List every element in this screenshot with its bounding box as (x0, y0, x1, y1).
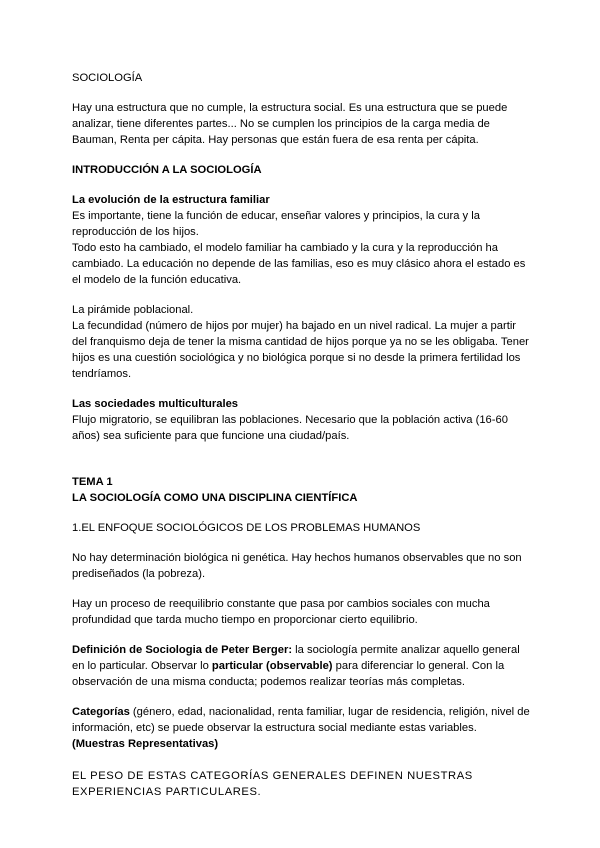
berger-label: Definición de Sociologia de Peter Berger: (72, 644, 293, 656)
piramide-title: La pirámide poblacional. (72, 304, 194, 316)
muestras-label: (Muestras Representativas) (72, 738, 219, 750)
categorias-text: (género, edad, nacionalidad, renta familiar, lugar de residencia, religión, nivel de información, etc) se puede observar la estructura social mediante estas variables. (72, 706, 530, 734)
multicultural-heading: Las sociedades multiculturales (72, 398, 239, 410)
berger-text-1: la sociología permite analizar aquello general en lo particular. Observar lo (72, 644, 520, 672)
document-title: SOCIOLOGÍA (72, 72, 143, 84)
tema-paragraph-1: No hay determinación biológica ni genética. Hay hechos humanos observables que no son prediseñados (la pobreza). (72, 552, 522, 580)
intro-heading: INTRODUCCIÓN A LA SOCIOLOGÍA (72, 164, 262, 176)
familia-heading: La evolución de la estructura familiar (72, 194, 270, 206)
categorias-label: Categorías (72, 706, 130, 718)
berger-text-2: para diferenciar lo general. Con la observación de una misma conducta; podemos realizar teorías más completas. (72, 660, 505, 688)
piramide-paragraph: La fecundidad (número de hijos por mujer) ha bajado en un nivel radical. La mujer a partir del franquismo deja de tener la misma cantidad de hijos porque ya no se les obligaba. Tener hijos es una cuestión sociológica y no biológica porque si no desde la primera fertilidad los tendríamos. (72, 320, 529, 380)
tema-number: TEMA 1 (72, 476, 113, 488)
multicultural-paragraph: Flujo migratorio, se equilibran las poblaciones. Necesario que la población activa (16-60 años) sea suficiente para que funcione una ciudad/país. (72, 414, 508, 442)
categorias-paragraph (72, 704, 530, 736)
section-heading: 1.EL ENFOQUE SOCIOLÓGICOS DE LOS PROBLEMAS HUMANOS (72, 522, 421, 534)
tema-paragraph-2: Hay un proceso de reequilibrio constante que pasa por cambios sociales con mucha profundidad que tarda mucho tiempo en proporcionar cierto equilibrio. (72, 598, 490, 626)
intro-paragraph: Hay una estructura que no cumple, la estructura social. Es una estructura que se puede analizar, tiene diferentes partes... No se cumplen los principios de la carga media de Bauman, Renta per cápita. Hay personas que están fuera de esa renta per cápita. (72, 102, 508, 146)
berger-paragraph (72, 642, 530, 690)
closing-statement: EL PESO DE ESTAS CATEGORÍAS GENERALES DEFINEN NUESTRAS EXPERIENCIAS PARTICULARES. (72, 770, 473, 798)
tema-title: LA SOCIOLOGÍA COMO UNA DISCIPLINA CIENTÍFICA (72, 492, 358, 504)
berger-bold: particular (observable) (211, 660, 333, 672)
familia-paragraph-1: Es importante, tiene la función de educar, enseñar valores y principios, la cura y la reproducción de los hijos. (72, 210, 480, 238)
familia-paragraph-2: Todo esto ha cambiado, el modelo familiar ha cambiado y la cura y la reproducción ha cambiado. La educación no depende de las familias, eso es muy clásico ahora el estado es el modelo de la función educativa. (72, 242, 526, 286)
